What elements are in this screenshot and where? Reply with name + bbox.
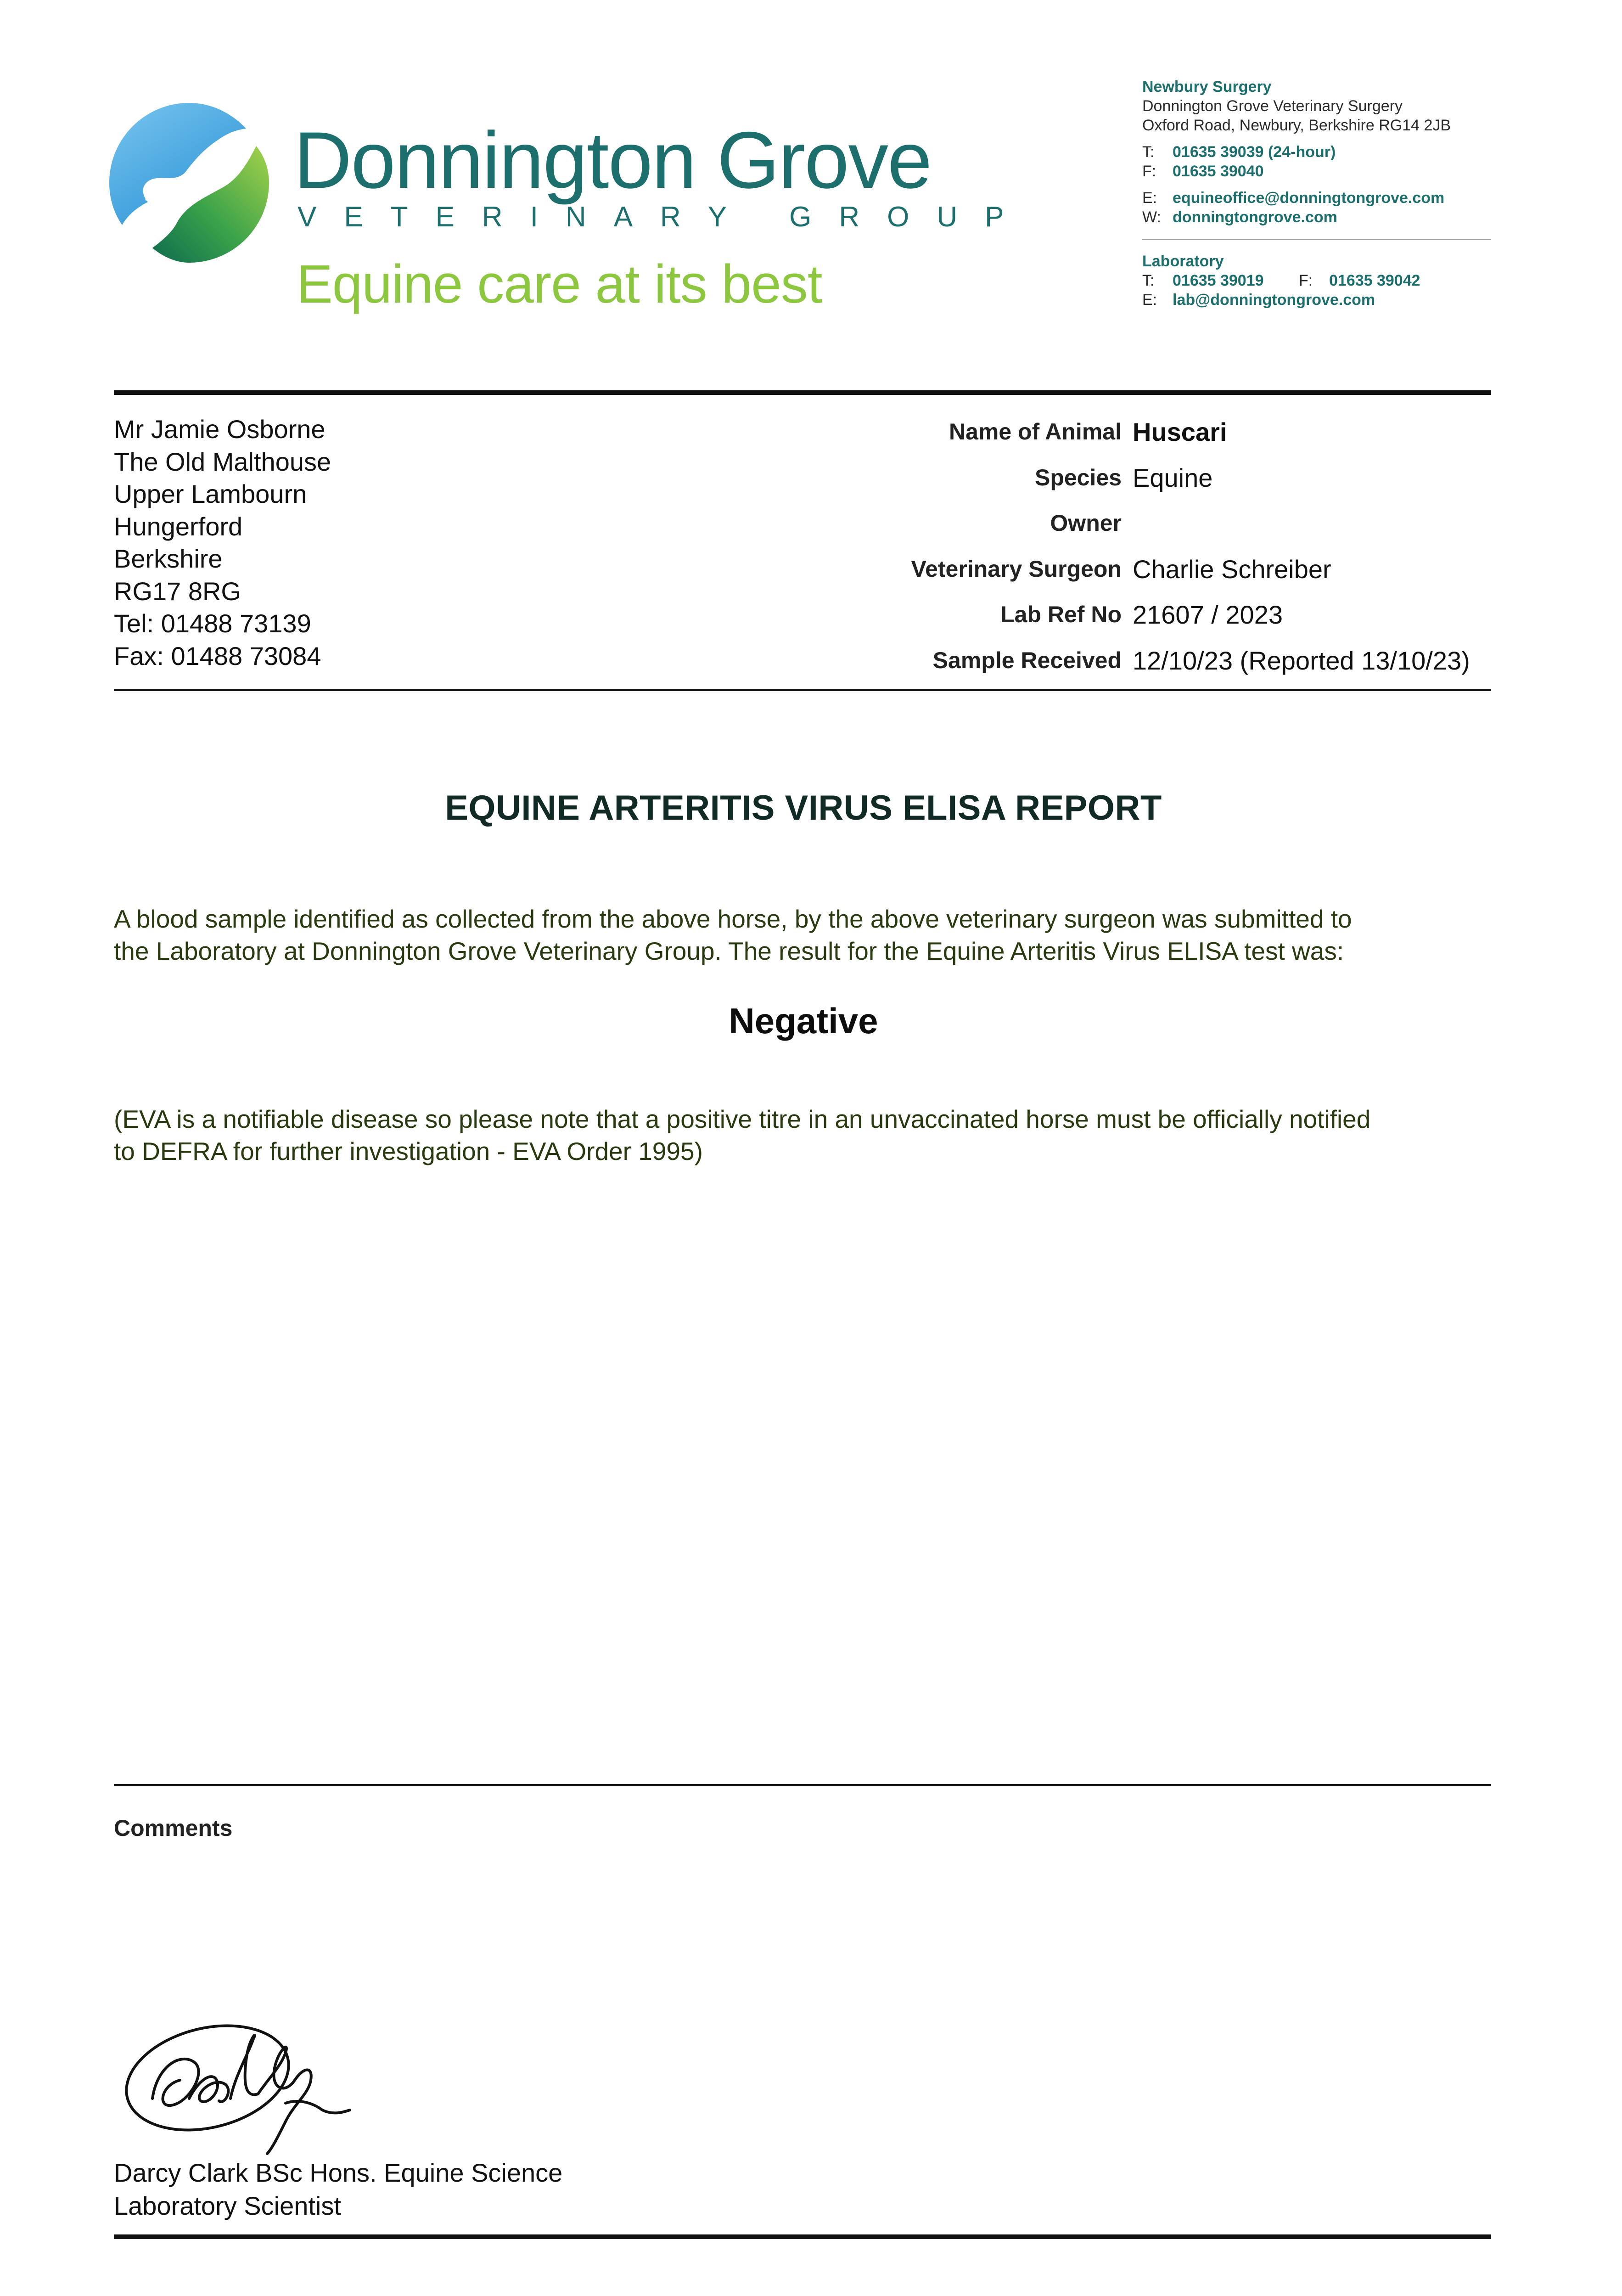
detail-label: Sample Received — [932, 647, 1122, 673]
lab-ref-value: 21607 / 2023 — [1133, 600, 1283, 629]
fax-label: F: — [1142, 163, 1156, 180]
laboratory-title: Laboratory — [1142, 253, 1224, 270]
brand-tagline: Equine care at its best — [297, 254, 822, 315]
contact-divider — [1142, 239, 1491, 240]
signer-name: Darcy Clark BSc Hons. Equine Science — [114, 2158, 563, 2187]
report-intro — [114, 903, 1500, 967]
lab-fax: 01635 39042 — [1329, 272, 1420, 289]
address-line: Hungerford — [114, 512, 243, 541]
lab-phone: 01635 39019 — [1173, 272, 1264, 289]
details-divider — [114, 689, 1491, 691]
signer-title: Laboratory Scientist — [114, 2191, 341, 2220]
detail-row — [689, 507, 1497, 553]
email-label: E: — [1142, 189, 1157, 207]
address-line: Tel: 01488 73139 — [114, 609, 311, 638]
test-result: Negative — [729, 1001, 878, 1041]
surgery-title: Newbury Surgery — [1142, 78, 1272, 96]
report-intro-line: A blood sample identified as collected from the above horse, by the above veterinary surgeon was submitted to — [114, 905, 1352, 933]
surgery-phone: 01635 39039 (24-hour) — [1173, 143, 1336, 161]
lab-email: lab@donningtongrove.com — [1173, 291, 1375, 309]
sample-received-value: 12/10/23 (Reported 13/10/23) — [1133, 646, 1470, 675]
address-line: The Old Malthouse — [114, 447, 331, 476]
detail-label: Lab Ref No — [1000, 602, 1122, 627]
surgery-address: Oxford Road, Newbury, Berkshire RG14 2JB — [1142, 117, 1451, 134]
report-note-line: (EVA is a notifiable disease so please note that a positive titre in an unvaccinated horse must be officially notified — [114, 1105, 1371, 1133]
animal-name-value: Huscari — [1133, 417, 1227, 446]
detail-label: Species — [1034, 464, 1122, 490]
signature-icon — [120, 2011, 368, 2163]
detail-label: Veterinary Surgeon — [911, 556, 1122, 582]
recipient-address — [114, 413, 331, 672]
surgery-fax: 01635 39040 — [1173, 163, 1264, 180]
detail-row — [689, 598, 1497, 644]
signer-block — [114, 2156, 562, 2223]
species-value: Equine — [1133, 463, 1213, 492]
surgery-contact — [1142, 77, 1491, 227]
web-label: W: — [1142, 208, 1161, 226]
surgery-website: donningtongrove.com — [1173, 208, 1337, 226]
comments-label: Comments — [114, 1815, 233, 1841]
detail-label: Owner — [1050, 510, 1122, 536]
address-line: Upper Lambourn — [114, 479, 307, 508]
brand-name: Donnington Grove — [294, 116, 932, 205]
detail-label: Name of Animal — [949, 419, 1122, 445]
report-note — [114, 1103, 1500, 1167]
address-line: Berkshire — [114, 544, 223, 573]
address-line: RG17 8RG — [114, 576, 241, 606]
detail-row — [689, 644, 1497, 690]
report-title: EQUINE ARTERITIS VIRUS ELISA REPORT — [445, 788, 1162, 827]
brand-subtitle: VETERINARY GROUP — [297, 201, 1032, 233]
header-divider — [114, 390, 1491, 395]
sample-details — [689, 416, 1497, 690]
report-intro-line: the Laboratory at Donnington Grove Veterinary Group. The result for the Equine Arteritis Virus ELISA test was: — [114, 937, 1344, 965]
surgery-email: equineoffice@donningtongrove.com — [1173, 189, 1445, 207]
surgery-name: Donnington Grove Veterinary Surgery — [1142, 97, 1403, 115]
comments-divider — [114, 1784, 1491, 1786]
tel-label: T: — [1142, 143, 1155, 161]
footer-divider — [114, 2234, 1491, 2239]
report-note-line: to DEFRA for further investigation - EVA Order 1995) — [114, 1137, 703, 1165]
detail-row — [689, 553, 1497, 599]
address-line: Mr Jamie Osborne — [114, 415, 326, 444]
lab-tel-label: T: — [1142, 272, 1155, 289]
lab-email-label: E: — [1142, 291, 1157, 309]
lab-fax-label: F: — [1299, 272, 1313, 289]
detail-row — [689, 416, 1497, 461]
detail-row — [689, 461, 1497, 507]
vet-surgeon-value: Charlie Schreiber — [1133, 554, 1331, 584]
horse-head-logo-icon — [108, 102, 270, 264]
address-line: Fax: 01488 73084 — [114, 641, 321, 670]
laboratory-contact — [1142, 252, 1491, 310]
